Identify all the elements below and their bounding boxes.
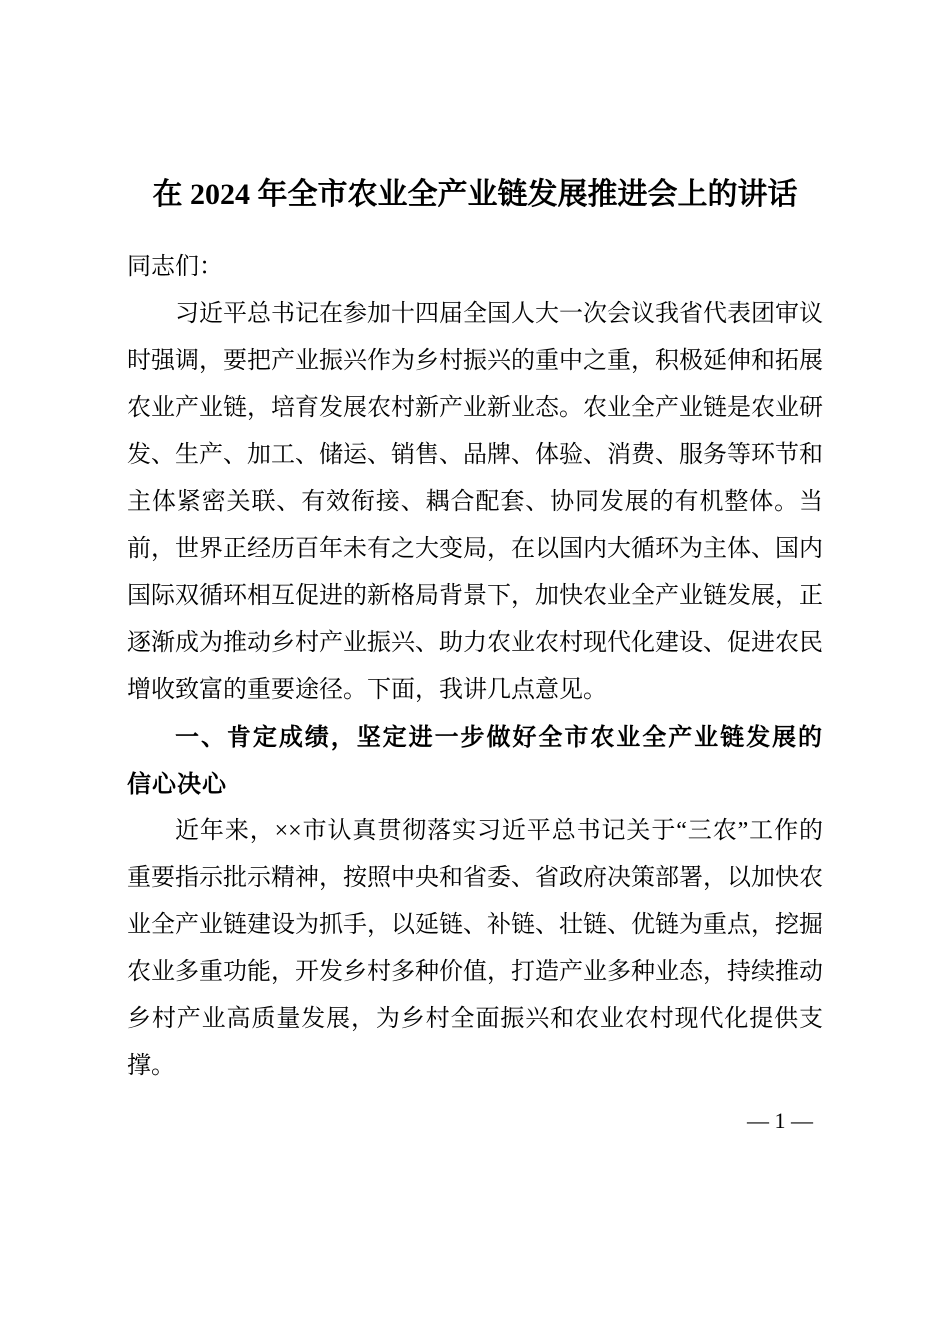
page-number: — 1 —	[747, 1108, 813, 1133]
paragraph-2: 近年来，××市认真贯彻落实习近平总书记关于“三农”工作的重要指示批示精神，按照中央和省委、省政府决策部署，以加快农业全产业链建设为抓手，以延链、补链、壮链、优链为重点，挖掘农业多重功能，开发乡村多种价值，打造产业多种业态，持续推动乡村产业高质量发展，为乡村全面振兴和农业农村现代化提供支撑。	[127, 818, 823, 1079]
paragraph-1: 习近平总书记在参加十四届全国人大一次会议我省代表团审议时强调，要把产业振兴作为乡村振兴的重中之重，积极延伸和拓展农业产业链，培育发展农村新产业新业态。农业全产业链是农业研发、生产、加工、储运、销售、品牌、体验、消费、服务等环节和主体紧密关联、有效衔接、耦合配套、协同发展的有机整体。当前，世界正经历百年未有之大变局，在以国内大循环为主体、国内国际双循环相互促进的新格局背景下，加快农业全产业链发展，正逐渐成为推动乡村产业振兴、助力农业农村现代化建设、促进农民增收致富的重要途径。下面，我讲几点意见。	[127, 301, 823, 703]
salutation: 同志们：	[127, 254, 223, 280]
section-heading-1: 一、肯定成绩，坚定进一步做好全市农业全产业链发展的信心决心	[127, 724, 823, 798]
document-title: 在 2024 年全市农业全产业链发展推进会上的讲话	[152, 178, 798, 211]
